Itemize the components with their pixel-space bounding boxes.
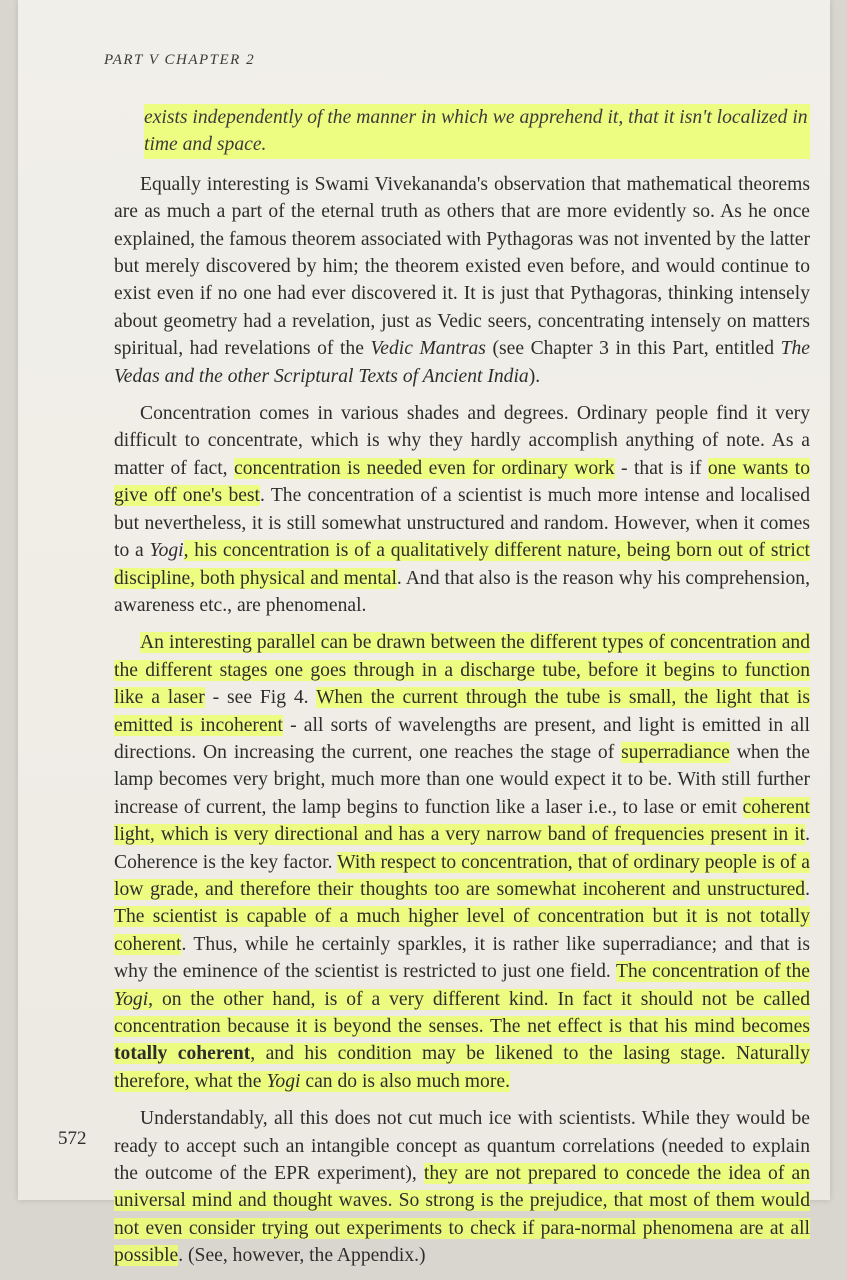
- italic-term: Yogi: [114, 988, 149, 1010]
- text-run: Understandably, all this does not cut much ice with scientists. While they would be ready to accept such an intangible concept as quantum correlations (needed to explain the outcome of the EPR experiment),: [114, 1108, 810, 1185]
- highlighted-text: they are not prepared to concede the idea of an universal mind and thought waves. So strong is the prejudice, that most of them would not even consider trying out experiments to check if para-normal phenomena are at all possible: [114, 1163, 810, 1267]
- text-run: . The concentration of a scientist is much more intense and localised but nevertheless, it is still somewhat unstructured and random. However, when it comes to a: [114, 485, 810, 562]
- text-run: (see Chapter 3 in this Part, entitled: [485, 338, 781, 360]
- italic-term: Vedic Mantras: [370, 338, 486, 360]
- italic-term: Yogi: [266, 1070, 301, 1092]
- highlighted-text: , on the other hand, is of a very different kind. In fact it should not be called concentration because it is beyond the senses. The net effect is that his mind becomes: [114, 988, 810, 1037]
- highlighted-text: , his concentration is of a qualitatively different nature, being born out of strict discipline, both physical and mental: [114, 540, 811, 589]
- bold-term: totally coherent: [114, 1043, 251, 1065]
- highlighted-text: The concentration of the: [616, 961, 810, 983]
- block-quote: exists independently of the manner in which we apprehend it, that it isn't localized in time and space.: [144, 104, 810, 159]
- text-run: Equally interesting is Swami Vivekananda's observation that mathematical theorems are as much a part of the eternal truth as others that are more evidently so. As he once explained, the famous theorem associated with Pythagoras was not invented by the latter but merely discovered by him; the theorem existed even before, and would continue to exist even if no one had ever discovered it. It is just that Pythagoras, thinking intensely about geometry had a revelation, just as Vedic seers, concentrating intensely on matters spiritual, had revelations of the: [114, 173, 810, 360]
- highlighted-text: The scientist is capable of a much higher level of concentration but it is not totally coherent: [114, 906, 810, 955]
- paragraph-scientists: [114, 1105, 810, 1269]
- paragraph-laser-parallel: [114, 629, 810, 1095]
- paragraph-vivekananda: [114, 171, 810, 390]
- highlighted-text: , and his condition may be likened to the lasing stage. Naturally therefore, what the: [114, 1043, 810, 1092]
- highlighted-text: can do is also much more.: [300, 1070, 510, 1092]
- text-run: . Thus, while he certainly sparkles, it is rather like superradiance; and that is why the eminence of the scientist is restricted to just one field.: [114, 933, 810, 983]
- text-run: . Coherence is the key factor.: [114, 824, 810, 873]
- highlighted-text: With respect to concentration, that of ordinary people is of a low grade, and therefore their thoughts too are somewhat incoherent and unstructured: [114, 851, 810, 900]
- page-number: 572: [58, 1128, 87, 1149]
- text-run: when the lamp becomes very bright, much more than one would expect it to be. With still further increase of current, the lamp begins to function like a laser i.e., to lase or emit: [114, 741, 810, 818]
- paragraph-concentration: [114, 400, 810, 619]
- italic-term: Yogi: [149, 540, 184, 562]
- text-run: .: [805, 878, 810, 900]
- text-run: - all sorts of wavelengths are present, and light is emitted in all directions. On increasing the current, one reaches the stage of: [114, 714, 810, 763]
- text-run: - see Fig 4.: [204, 687, 317, 709]
- text-run: Concentration comes in various shades and degrees. Ordinary people find it very difficult to concentrate, which is why they hardly accomplish anything of note. As a matter of fact,: [114, 403, 810, 479]
- text-run: ).: [528, 365, 541, 387]
- highlighted-text: When the current through the tube is small, the light that is emitted is incoherent: [114, 687, 810, 736]
- italic-title: The Vedas and the other Scriptural Texts of Ancient India: [114, 338, 810, 387]
- highlighted-text: superradiance: [621, 741, 730, 763]
- text-run: . (See, however, the Appendix.): [178, 1245, 426, 1267]
- text-run: . And that also is the reason why his comprehension, awareness etc., are phenomenal.: [114, 567, 810, 616]
- highlighted-text: concentration is needed even for ordinary work: [234, 457, 615, 479]
- book-page: [18, 0, 830, 1267]
- running-head: PART V CHAPTER 2: [104, 52, 256, 68]
- highlighted-text: coherent light, which is very directional and has a very narrow band of frequencies present in it: [114, 796, 810, 846]
- highlighted-text: An interesting parallel can be drawn between the different types of concentration and the different stages one goes through in a discharge tube, before it begins to function like a laser: [114, 632, 810, 709]
- highlighted-text: one wants to give off one's best: [114, 457, 811, 507]
- body-text: [114, 104, 810, 1280]
- text-run: - that is if: [614, 457, 708, 479]
